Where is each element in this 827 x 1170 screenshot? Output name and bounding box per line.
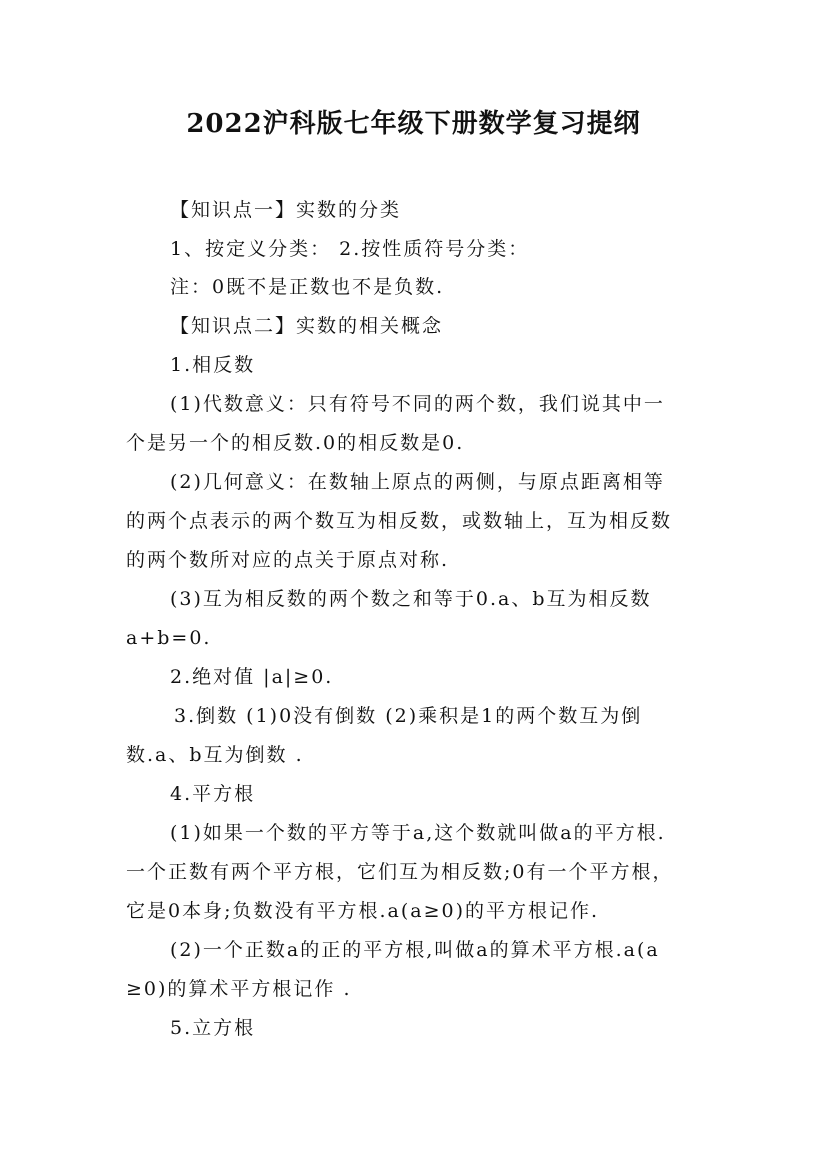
text-line: 个是另一个的相反数.0的相反数是0. [126, 432, 465, 454]
text-line: 1、按定义分类： 2.按性质符号分类： [170, 238, 530, 260]
text-line: a+b=0. [126, 627, 212, 649]
text-line: ≥0)的算术平方根记作 . [126, 978, 352, 1000]
text-line: 一个正数有两个平方根，它们互为相反数;0有一个平方根， [126, 861, 674, 883]
text-line: (2)几何意义：在数轴上原点的两侧，与原点距离相等 [170, 471, 665, 493]
text-line: 注：0既不是正数也不是负数. [170, 276, 445, 298]
text-line: 3.倒数 (1)0没有倒数 (2)乘积是1的两个数互为倒 [174, 705, 643, 727]
text-line: 4.平方根 [170, 783, 256, 805]
text-line: 【知识点一】实数的分类 [170, 199, 402, 221]
text-line: 的两个数所对应的点关于原点对称. [126, 549, 450, 571]
text-line: (2)一个正数a的正的平方根,叫做a的算术平方根.a(a [170, 939, 660, 961]
document-title: 2022沪科版七年级下册数学复习提纲 [186, 109, 641, 139]
text-line: 的两个点表示的两个数互为相反数，或数轴上，互为相反数 [126, 510, 673, 532]
text-line: (1)如果一个数的平方等于a,这个数就叫做a的平方根. [170, 822, 666, 844]
text-line: 1.相反数 [170, 354, 256, 376]
text-line: 5.立方根 [170, 1017, 256, 1039]
text-line: 它是0本身;负数没有平方根.a(a≥0)的平方根记作. [126, 900, 600, 922]
text-line: 2.绝对值 |a|≥0. [170, 666, 334, 688]
text-line: (3)互为相反数的两个数之和等于0.a、b互为相反数 [170, 588, 652, 610]
text-line: 【知识点二】实数的相关概念 [170, 315, 444, 337]
text-line: 数.a、b互为倒数 . [126, 744, 304, 766]
text-line: (1)代数意义：只有符号不同的两个数，我们说其中一 [170, 393, 665, 415]
